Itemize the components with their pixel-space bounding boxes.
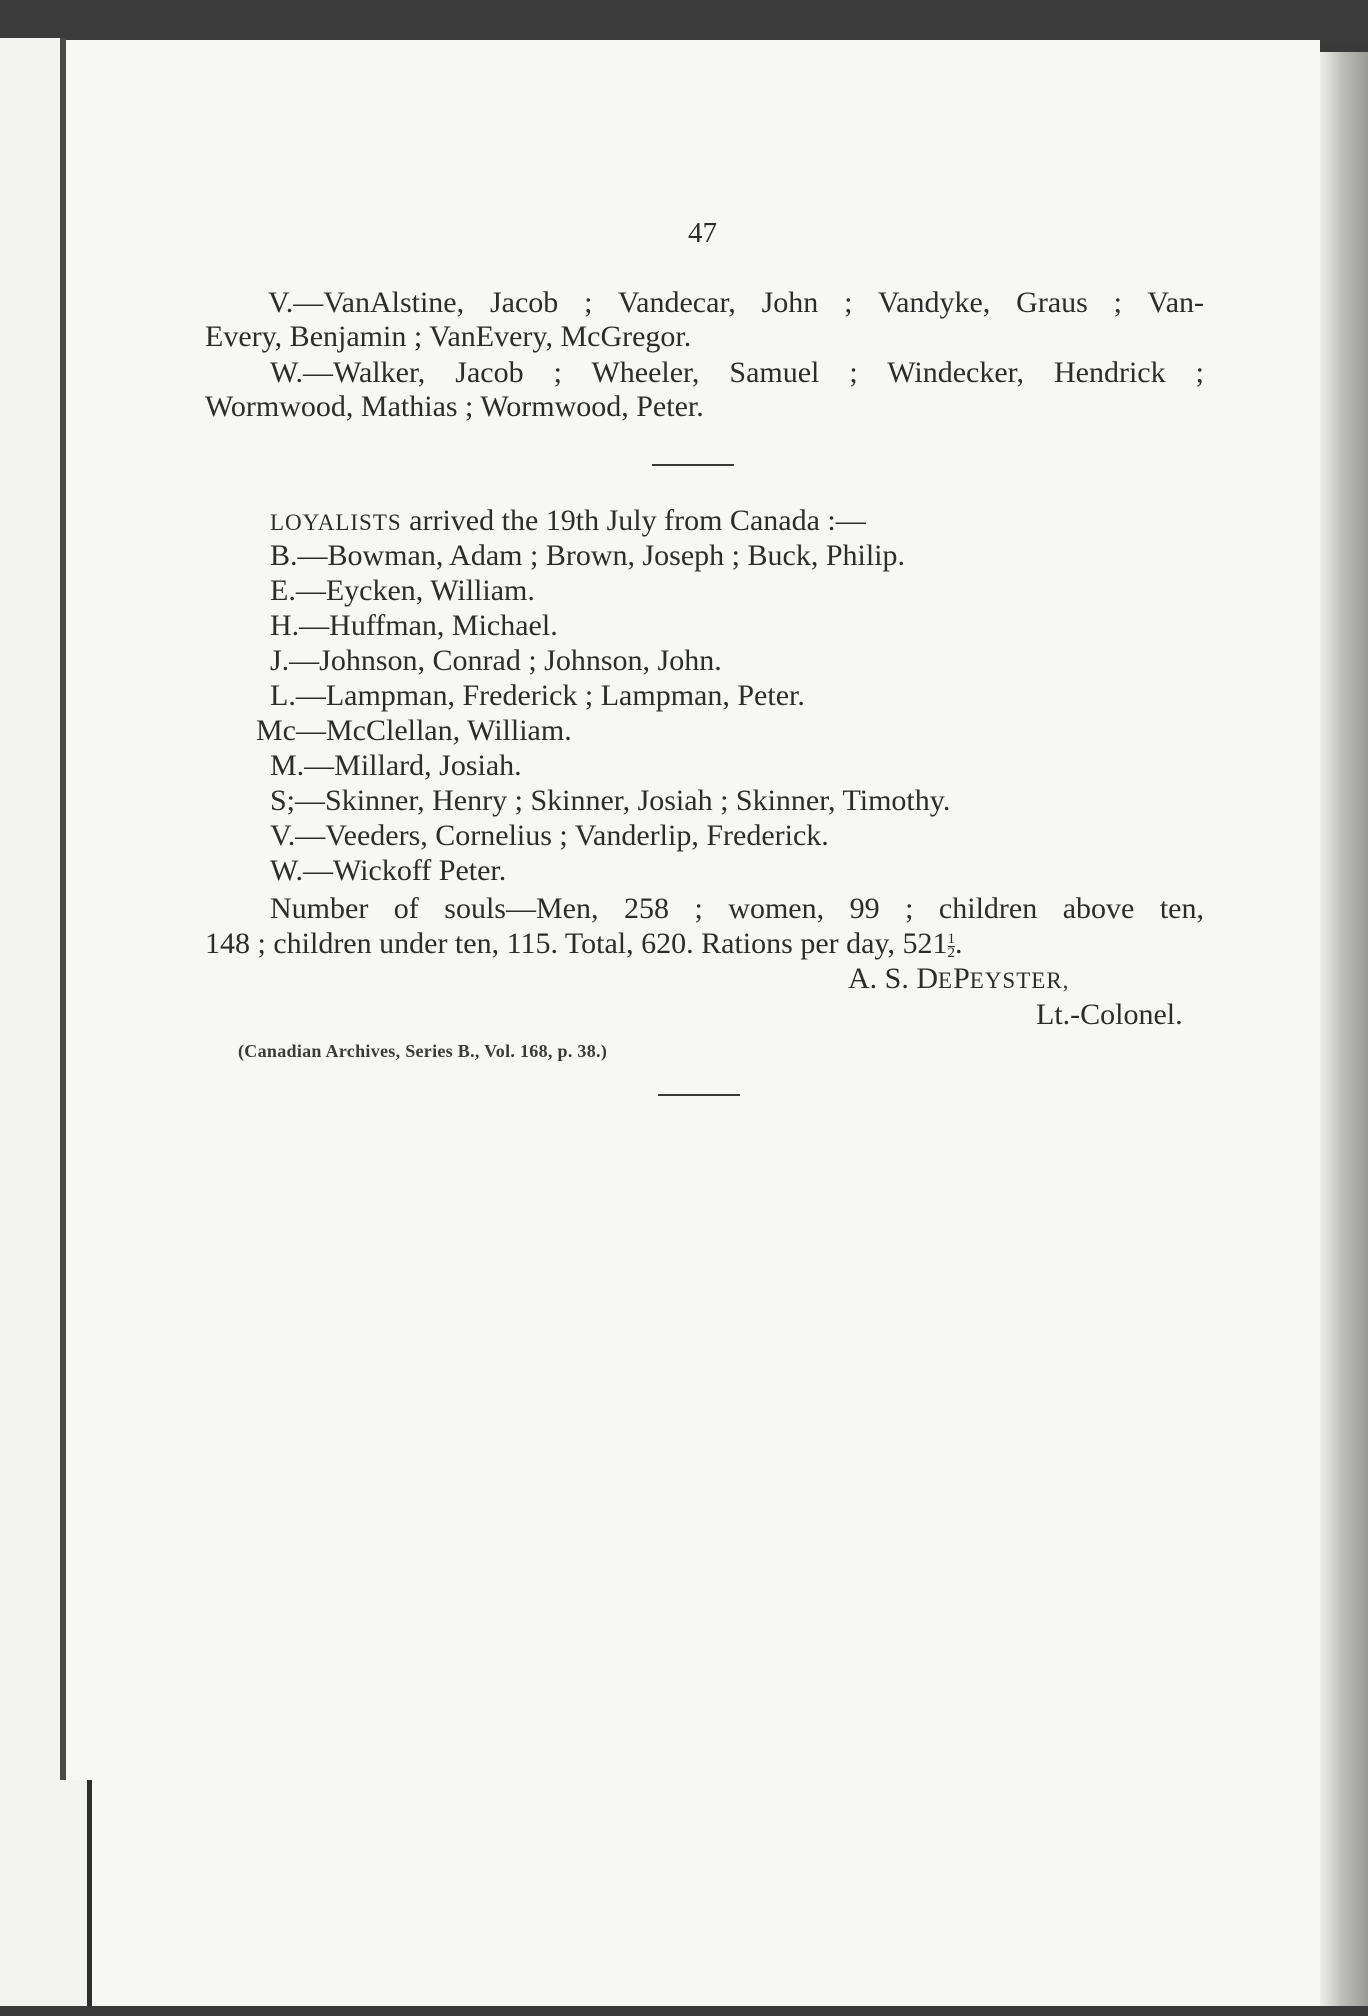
entry-mc: Mc—McClellan, William. bbox=[256, 714, 572, 747]
facing-page-edge-bottom bbox=[0, 1780, 92, 2016]
heading-rest: arrived the 19th July from Canada :— bbox=[401, 504, 866, 537]
souls-line1: Number of souls—Men, 258 ; women, 99 ; children above ten, bbox=[270, 892, 1204, 925]
entry-w: W.—Wickoff Peter. bbox=[270, 854, 507, 887]
heading-smallcaps: LOYALISTS bbox=[270, 510, 402, 535]
scan-bottom-shadow bbox=[0, 2006, 1368, 2016]
entry-e: E.—Eycken, William. bbox=[270, 574, 535, 607]
section-divider-1 bbox=[652, 464, 734, 466]
signature-rest: EYSTER, bbox=[969, 968, 1070, 993]
page-number: 47 bbox=[688, 217, 717, 249]
entry-s: S;—Skinner, Henry ; Skinner, Josiah ; Skinner, Timothy. bbox=[270, 784, 951, 817]
entry-l: L.—Lampman, Frederick ; Lampman, Peter. bbox=[270, 679, 805, 712]
scan-top-shadow bbox=[0, 0, 1368, 44]
citation: (Canadian Archives, Series B., Vol. 168, p. 38.) bbox=[238, 1041, 608, 1061]
fraction-denominator: 2 bbox=[947, 945, 955, 961]
entry-m: M.—Millard, Josiah. bbox=[270, 749, 522, 782]
list-v-line2: Every, Benjamin ; VanEvery, McGregor. bbox=[205, 320, 692, 353]
half-fraction bbox=[948, 933, 956, 960]
page-block-edge bbox=[1320, 52, 1368, 2016]
section-heading bbox=[270, 504, 866, 540]
list-w-line1: W.—Walker, Jacob ; Wheeler, Samuel ; Windecker, Hendrick ; bbox=[270, 356, 1204, 389]
entry-h: H.—Huffman, Michael. bbox=[270, 609, 558, 642]
list-w-line2: Wormwood, Mathias ; Wormwood, Peter. bbox=[205, 390, 704, 423]
section-divider-2 bbox=[658, 1094, 740, 1096]
facing-page-edge bbox=[0, 38, 66, 2016]
souls-line2-end: . bbox=[955, 927, 963, 960]
entry-b: B.—Bowman, Adam ; Brown, Joseph ; Buck, Philip. bbox=[270, 539, 906, 572]
signature-e: E bbox=[938, 968, 954, 993]
signature-name bbox=[848, 962, 1069, 998]
entry-v: V.—Veeders, Cornelius ; Vanderlip, Frederick. bbox=[270, 819, 829, 852]
souls-line2 bbox=[205, 927, 1205, 961]
entry-j: J.—Johnson, Conrad ; Johnson, John. bbox=[270, 644, 722, 677]
signature-title: Lt.-Colonel. bbox=[1036, 998, 1183, 1031]
fraction-numerator: 1 bbox=[947, 931, 955, 947]
list-v-line1: V.—VanAlstine, Jacob ; Vandecar, John ; Vandyke, Graus ; Van- bbox=[268, 286, 1204, 319]
souls-line2-text: 148 ; children under ten, 115. Total, 620. Rations per day, 521 bbox=[205, 927, 948, 960]
signature-prefix: A. S. D bbox=[848, 962, 939, 995]
signature-p: P bbox=[953, 962, 970, 995]
